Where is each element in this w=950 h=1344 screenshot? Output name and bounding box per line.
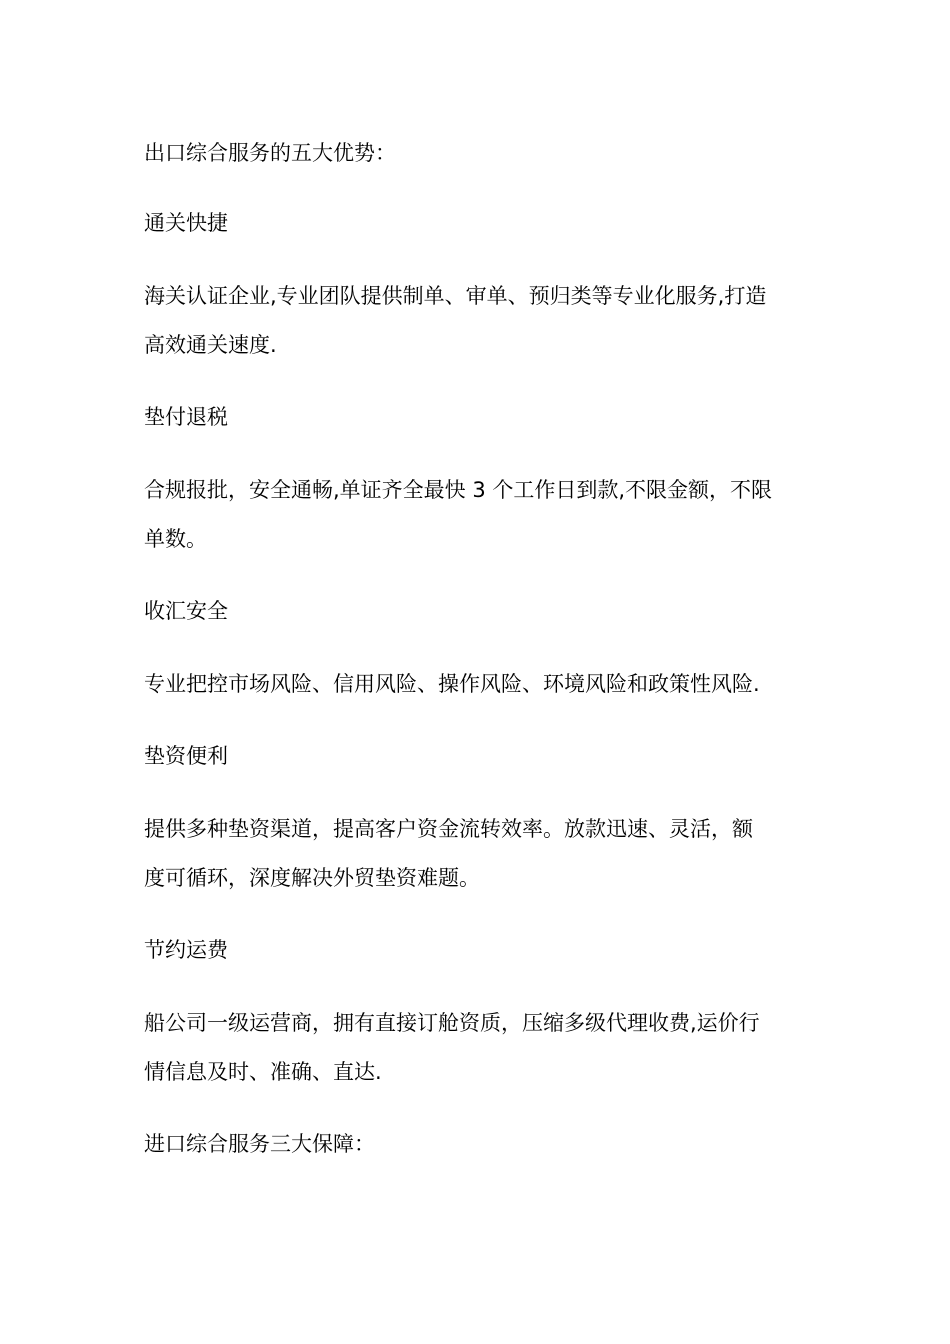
section-body-freight-line-1: 船公司一级运营商，拥有直接订舱资质，压缩多级代理收费,运价行	[144, 1011, 760, 1035]
section-body-customs-line-2: 高效通关速度.	[144, 333, 277, 357]
closing-heading: 进口综合服务三大保障：	[144, 1132, 375, 1156]
section-body-financing-line-2: 度可循环，深度解决外贸垫资难题。	[144, 866, 480, 890]
section-body-customs-line-1: 海关认证企业,专业团队提供制单、审单、预归类等专业化服务,打造	[144, 284, 767, 308]
section-body-freight-line-2: 情信息及时、准确、直达.	[144, 1060, 382, 1084]
section-body-collection-line-1: 专业把控市场风险、信用风险、操作风险、环境风险和政策性风险.	[144, 672, 760, 696]
section-body-financing-line-1: 提供多种垫资渠道，提高客户资金流转效率。放款迅速、灵活，额	[144, 817, 753, 841]
section-heading-collection: 收汇安全	[144, 599, 228, 623]
section-body-tax-refund-line-2: 单数。	[144, 527, 207, 551]
section-heading-freight: 节约运费	[144, 938, 228, 962]
section-body-tax-refund-line-1: 合规报批，安全通畅,单证齐全最快 3 个工作日到款,不限金额，不限	[144, 478, 773, 502]
intro-heading: 出口综合服务的五大优势：	[144, 141, 396, 165]
section-heading-financing: 垫资便利	[144, 744, 228, 768]
section-heading-tax-refund: 垫付退税	[144, 405, 228, 429]
section-heading-customs: 通关快捷	[144, 211, 228, 235]
